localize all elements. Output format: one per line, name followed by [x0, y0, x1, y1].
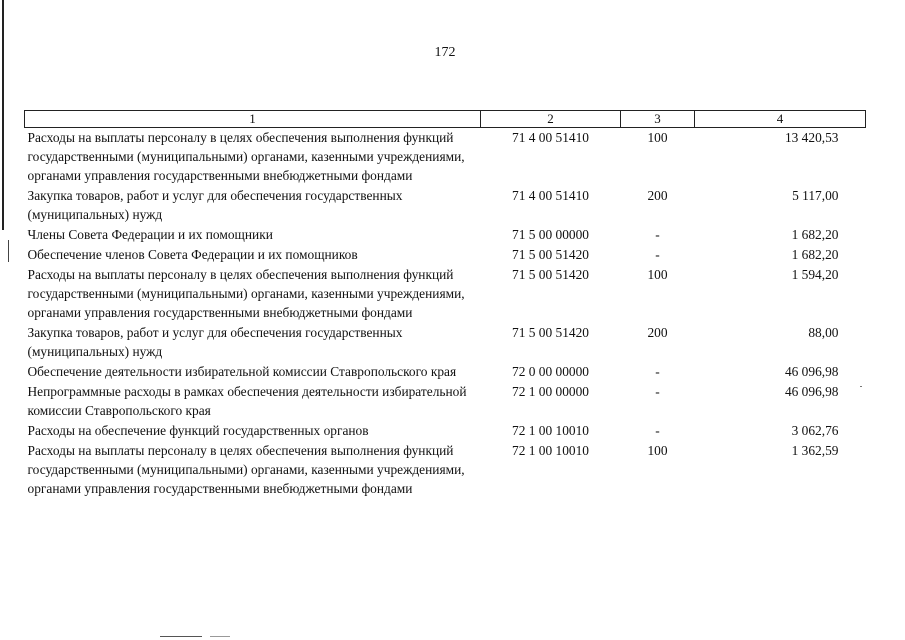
row-sum: 46 096,98 — [784, 364, 839, 379]
table-row — [25, 441, 866, 499]
row-sum: 13 420,53 — [784, 130, 839, 145]
row-sum: 3 062,76 — [791, 423, 839, 438]
row-sum: 1 362,59 — [791, 443, 839, 458]
row-name: Закупка товаров, работ и услуг для обеспечения государственных (муниципальных) нужд — [27, 325, 403, 359]
binding-edge-tick — [8, 240, 9, 262]
table-row — [25, 245, 866, 265]
row-type: 100 — [647, 130, 668, 145]
row-code: 71 4 00 51410 — [512, 130, 589, 145]
row-name: Расходы на обеспечение функций государственных органов — [27, 423, 369, 438]
budget-table — [24, 110, 866, 499]
table-row — [25, 421, 866, 441]
footer-rule — [160, 636, 202, 637]
page-number: 172 — [434, 45, 456, 60]
row-type: - — [655, 364, 660, 379]
column-header-sum: 4 — [695, 111, 866, 128]
column-header-type: 3 — [621, 111, 695, 128]
row-code: 71 5 00 51420 — [512, 267, 589, 282]
table-row — [25, 382, 866, 421]
row-name: Закупка товаров, работ и услуг для обеспечения государственных (муниципальных) нужд — [27, 188, 403, 222]
table-row — [25, 362, 866, 382]
row-sum: 1 594,20 — [791, 267, 839, 282]
header-row — [25, 111, 866, 128]
table-row — [25, 265, 866, 323]
scan-speck — [860, 386, 862, 387]
row-type: 200 — [647, 188, 668, 203]
row-name: Члены Совета Федерации и их помощники — [27, 227, 273, 242]
binding-edge-line — [2, 0, 4, 230]
column-header-name: 1 — [25, 111, 481, 128]
row-name: Расходы на выплаты персоналу в целях обеспечения выполнения функций государственными (муниципальными) органами, казенными учреждениями, органами управления государственными внебюджетными фондами — [27, 267, 465, 320]
row-type: 100 — [647, 267, 668, 282]
row-code: 72 1 00 10010 — [512, 423, 589, 438]
row-code: 72 1 00 00000 — [512, 384, 589, 399]
footer-rule-faint — [210, 636, 230, 637]
row-type: - — [655, 423, 660, 438]
row-type: - — [655, 247, 660, 262]
row-type: 100 — [647, 443, 668, 458]
row-name: Непрограммные расходы в рамках обеспечения деятельности избирательной комиссии Ставропольского края — [27, 384, 467, 418]
row-name: Расходы на выплаты персоналу в целях обеспечения выполнения функций государственными (муниципальными) органами, казенными учреждениями, органами управления государственными внебюджетными фондами — [27, 130, 465, 183]
row-code: 71 5 00 51420 — [512, 247, 589, 262]
row-type: - — [655, 384, 660, 399]
row-code: 71 5 00 51420 — [512, 325, 589, 340]
table-row — [25, 186, 866, 225]
row-code: 72 1 00 10010 — [512, 443, 589, 458]
row-sum: 46 096,98 — [784, 384, 839, 399]
row-type: 200 — [647, 325, 668, 340]
row-code: 72 0 00 00000 — [512, 364, 589, 379]
row-sum: 88,00 — [808, 325, 839, 340]
row-name: Обеспечение членов Совета Федерации и их помощников — [27, 247, 358, 262]
row-name: Расходы на выплаты персоналу в целях обеспечения выполнения функций государственными (муниципальными) органами, казенными учреждениями, органами управления государственными внебюджетными фондами — [27, 443, 465, 496]
column-header-code: 2 — [481, 111, 621, 128]
table-row — [25, 225, 866, 245]
table-row — [25, 128, 866, 187]
row-sum: 1 682,20 — [791, 247, 839, 262]
row-name: Обеспечение деятельности избирательной комиссии Ставропольского края — [27, 364, 457, 379]
table-row — [25, 323, 866, 362]
row-type: - — [655, 227, 660, 242]
row-code: 71 4 00 51410 — [512, 188, 589, 203]
row-sum: 1 682,20 — [791, 227, 839, 242]
row-code: 71 5 00 00000 — [512, 227, 589, 242]
row-sum: 5 117,00 — [792, 188, 839, 203]
